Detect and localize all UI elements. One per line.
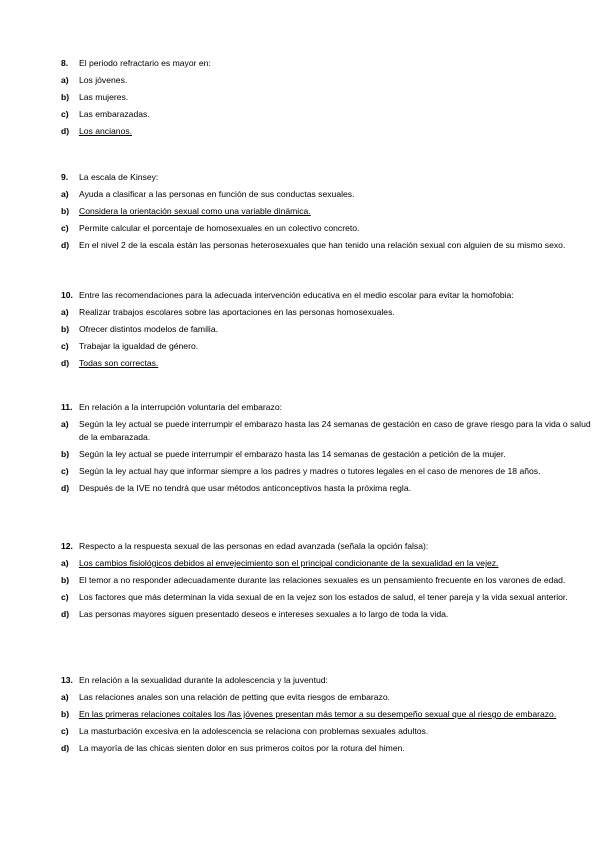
option-a bbox=[61, 418, 591, 443]
question-header bbox=[61, 540, 591, 552]
option-letter: a) bbox=[61, 189, 69, 199]
question-header bbox=[61, 674, 591, 686]
option-letter: c) bbox=[61, 341, 69, 352]
question-text: Respecto a la respuesta sexual de las personas en edad avanzada (señala la opción falsa): bbox=[79, 541, 429, 551]
option-letter: a) bbox=[61, 692, 69, 702]
option-text: Todas son correctas. bbox=[79, 358, 159, 369]
option-letter: b) bbox=[61, 575, 70, 586]
option-c bbox=[61, 465, 591, 478]
question-12 bbox=[61, 540, 591, 625]
question-number: 12. bbox=[61, 541, 73, 551]
option-text: Los ancianos. bbox=[79, 126, 133, 137]
option-letter: d) bbox=[61, 358, 70, 369]
option-letter: a) bbox=[61, 75, 69, 85]
option-letter: c) bbox=[61, 109, 69, 120]
question-text: En relación a la sexualidad durante la adolescencia y la juventud: bbox=[79, 675, 328, 685]
question-8 bbox=[61, 57, 591, 142]
option-letter: c) bbox=[61, 592, 69, 603]
question-13 bbox=[61, 674, 591, 759]
option-letter: d) bbox=[61, 743, 70, 754]
option-text: Las mujeres. bbox=[79, 92, 129, 103]
option-letter: b) bbox=[61, 92, 70, 103]
question-number: 8. bbox=[61, 58, 69, 68]
option-text: El temor a no responder adecuadamente durante las relaciones sexuales es un pensamiento frecuente en los varones de edad. bbox=[79, 575, 566, 586]
option-b bbox=[61, 91, 591, 104]
option-b-correct bbox=[61, 708, 591, 721]
question-header bbox=[61, 289, 591, 301]
option-letter: c) bbox=[61, 465, 69, 476]
option-text: Después de la IVE no tendrá que usar métodos anticonceptivos hasta la próxima regla. bbox=[79, 482, 412, 493]
option-text: Las personas mayores siguen presentado deseos e intereses sexuales a lo largo de toda la vida. bbox=[79, 609, 449, 620]
option-text: Ofrecer distintos modelos de familia. bbox=[79, 324, 218, 335]
option-text: Según la ley actual se puede interrumpir el embarazo hasta las 24 semanas de gestación en caso de grave riesgo para la vida o salud de la embarazada. bbox=[79, 419, 591, 442]
option-letter: d) bbox=[61, 482, 70, 493]
option-a bbox=[61, 74, 591, 87]
question-text: La escala de Kinsey: bbox=[79, 172, 159, 182]
option-letter: c) bbox=[61, 726, 69, 737]
option-text: La masturbación excesiva en la adolescencia se relaciona con problemas sexuales adultos. bbox=[79, 726, 429, 737]
option-letter: d) bbox=[61, 126, 70, 137]
option-letter: a) bbox=[61, 558, 69, 568]
option-d bbox=[61, 742, 591, 755]
option-b bbox=[61, 448, 591, 461]
question-text: El periodo refractario es mayor en: bbox=[79, 58, 211, 68]
question-number: 10. bbox=[61, 290, 73, 300]
option-d-correct bbox=[61, 357, 591, 370]
question-10 bbox=[61, 289, 591, 374]
option-c bbox=[61, 108, 591, 121]
option-letter: d) bbox=[61, 609, 70, 620]
question-header bbox=[61, 171, 591, 183]
option-text: En las primeras relaciones coitales los /las jóvenes presentan más temor a su desempeño sexual que al riesgo de embarazo. bbox=[79, 709, 557, 720]
option-b-correct bbox=[61, 205, 591, 218]
option-d-correct bbox=[61, 125, 591, 138]
option-d bbox=[61, 482, 591, 495]
option-text: Según la ley actual hay que informar siempre a los padres y madres o tutores legales en el caso de menores de 18 años. bbox=[79, 465, 541, 476]
option-text: Ayuda a clasificar a las personas en función de sus conductas sexuales. bbox=[79, 189, 355, 199]
option-letter: a) bbox=[61, 307, 69, 317]
option-c bbox=[61, 340, 591, 353]
option-text: Trabajar la igualdad de género. bbox=[79, 341, 199, 352]
option-text: Los jóvenes. bbox=[79, 75, 128, 85]
option-a bbox=[61, 188, 591, 201]
option-d bbox=[61, 608, 591, 621]
option-text: Considera la orientación sexual como una variable dinámica. bbox=[79, 206, 311, 217]
question-text: En relación a la interrupción voluntaria del embarazo: bbox=[79, 402, 283, 412]
option-letter: b) bbox=[61, 206, 70, 217]
question-text: Entre las recomendaciones para la adecuada intervención educativa en el medio escolar para evitar la homofobia: bbox=[79, 290, 514, 300]
option-b bbox=[61, 574, 591, 587]
option-text: En el nivel 2 de la escala están las personas heterosexuales que han tenido una relación sexual con alguien de su mismo sexo. bbox=[79, 240, 566, 251]
option-letter: b) bbox=[61, 709, 70, 720]
question-11 bbox=[61, 401, 591, 499]
option-b bbox=[61, 323, 591, 336]
option-letter: b) bbox=[61, 448, 70, 459]
option-text: Permite calcular el porcentaje de homosexuales en un colectivo concreto. bbox=[79, 223, 360, 234]
option-letter: b) bbox=[61, 324, 70, 335]
question-header bbox=[61, 401, 591, 413]
option-text: La mayoría de las chicas sienten dolor en sus primeros coitos por la rotura del himen. bbox=[79, 743, 405, 754]
question-9 bbox=[61, 171, 591, 256]
option-text: Las relaciones anales son una relación de petting que evita riesgos de embarazo. bbox=[79, 692, 391, 702]
option-a-correct bbox=[61, 557, 591, 570]
option-letter: d) bbox=[61, 240, 70, 251]
option-letter: c) bbox=[61, 223, 69, 234]
question-number: 13. bbox=[61, 675, 73, 685]
option-a bbox=[61, 691, 591, 704]
question-number: 11. bbox=[61, 402, 73, 412]
option-d bbox=[61, 239, 591, 252]
option-text: Los factores que más determinan la vida sexual de en la vejez son los estados de salud, el tener pareja y la vida sexual anterior. bbox=[79, 592, 568, 603]
option-text: Los cambios fisiológicos debidos al envejecimiento son el principal condicionante de la sexualidad en la vejez. bbox=[79, 558, 499, 568]
option-c bbox=[61, 725, 591, 738]
question-header bbox=[61, 57, 591, 69]
option-text: Realizar trabajos escolares sobre las aportaciones en las personas homosexuales. bbox=[79, 307, 395, 317]
option-text: Las embarazadas. bbox=[79, 109, 150, 120]
option-letter: a) bbox=[61, 419, 69, 429]
option-c bbox=[61, 222, 591, 235]
option-a bbox=[61, 306, 591, 319]
option-text: Según la ley actual se puede interrumpir el embarazo hasta las 14 semanas de gestación a petición de la mujer. bbox=[79, 448, 506, 459]
question-number: 9. bbox=[61, 172, 69, 182]
option-c bbox=[61, 591, 591, 604]
